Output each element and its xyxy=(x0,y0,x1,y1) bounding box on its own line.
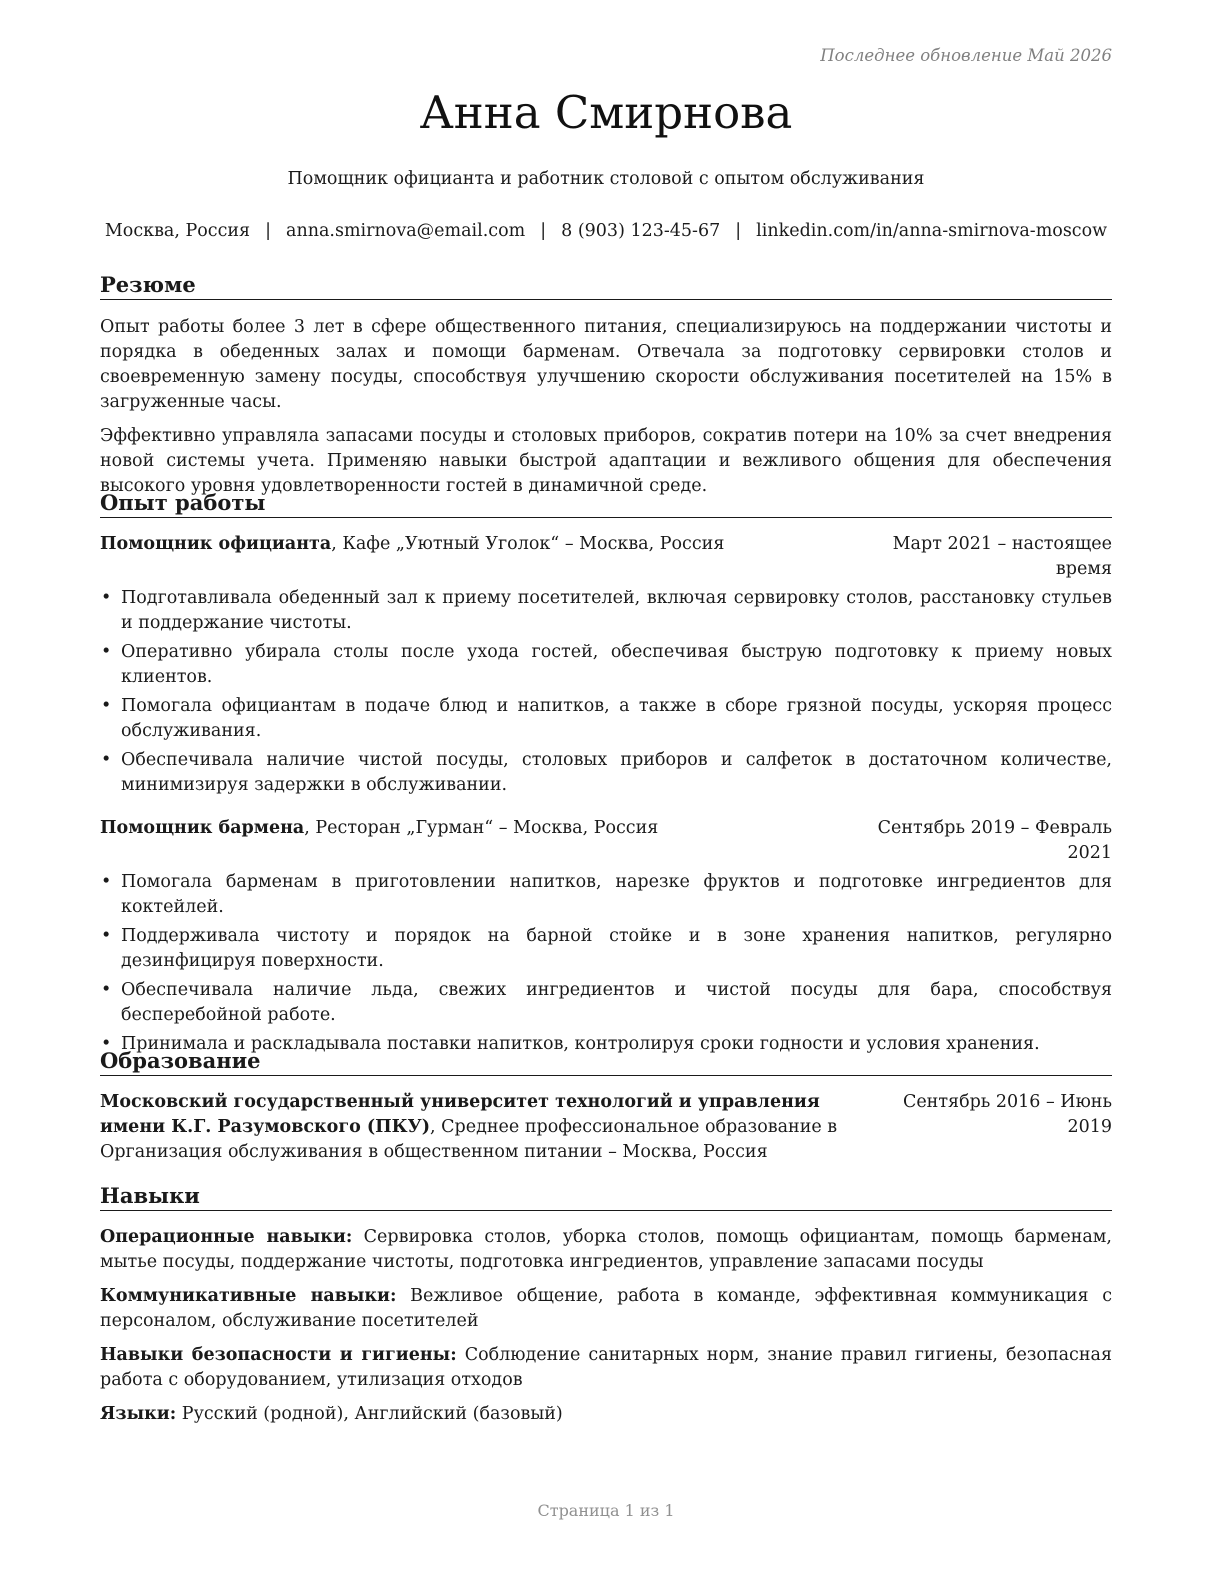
job-role: Помощник официанта xyxy=(100,534,332,554)
page-number: Страница 1 из 1 xyxy=(537,1501,675,1520)
skill-text: Сервировка столов, уборка столов, помощь официантам, помощь барменам, мытье посуды, поддержание чистоты, подготовка ингредиентов, управление запасами посуды xyxy=(100,1227,1112,1272)
job-header xyxy=(100,816,1112,866)
phone: 8 (903) 123-45-67 xyxy=(561,221,721,241)
section-title: Резюме xyxy=(100,272,1112,300)
education-dates: Сентябрь 2016 – Июнь 2019 xyxy=(902,1092,1112,1137)
education-details: , Среднее профессиональное образование в Организация обслуживания в общественном питании – Москва, Россия xyxy=(100,1117,838,1162)
skill-text: Соблюдение санитарных норм, знание правил гигиены, безопасная работа с оборудованием, утилизация отходов xyxy=(100,1345,1112,1390)
list-item: • Оперативно убирала столы после ухода гостей, обеспечивая быструю подготовку к приему новых клиентов. xyxy=(100,640,1112,690)
skill-line xyxy=(100,1284,1112,1334)
job-dates: Сентябрь 2019 – Февраль 2021 xyxy=(877,818,1112,863)
summary-paragraph: Эффективно управляла запасами посуды и столовых приборов, сократив потери на 10% за счет внедрения новой системы учета. Применяю навыки быстрой адаптации и вежливого общения для обеспечения высокого уровня удовлетворенности гостей в динамичной среде. xyxy=(100,426,1112,496)
list-item: • Обеспечивала наличие чистой посуды, столовых приборов и салфеток в достаточном количестве, минимизируя задержки в обслуживании. xyxy=(100,748,1112,798)
email-link[interactable]: anna.smirnova@email.com xyxy=(286,221,526,241)
summary-paragraph: Опыт работы более 3 лет в сфере общественного питания, специализируюсь на поддержании чистоты и порядка в обеденных залах и помощи барменам. Отвечала за подготовку сервировки столов и своевременную замену посуды, способствуя улучшению скорости обслуживания посетителей на 15% в загруженные часы. xyxy=(100,317,1112,412)
skill-text: Русский (родной), Английский (базовый) xyxy=(176,1404,563,1424)
list-item: • Помогала барменам в приготовлении напитков, нарезке фруктов и подготовке ингредиентов для коктейлей. xyxy=(100,870,1112,920)
experience-section xyxy=(100,490,1112,1057)
separator: | xyxy=(265,221,272,241)
headline: Помощник официанта и работник столовой с опытом обслуживания xyxy=(287,169,925,189)
job-entry xyxy=(100,816,1112,1057)
job-role: Помощник бармена xyxy=(100,818,305,838)
skill-line xyxy=(100,1402,1112,1427)
education-section xyxy=(100,1048,1112,1165)
skill-label: Языки: xyxy=(100,1404,177,1424)
list-item: • Обеспечивала наличие льда, свежих ингредиентов и чистой посуды для бара, способствуя бесперебойной работе. xyxy=(100,978,1112,1028)
job-place: , Ресторан „Гурман“ – Москва, Россия xyxy=(304,818,659,838)
skill-text: Вежливое общение, работа в команде, эффективная коммуникация с персоналом, обслуживание посетителей xyxy=(100,1286,1112,1331)
location: Москва, Россия xyxy=(104,221,251,241)
skill-label: Коммуникативные навыки: xyxy=(100,1286,397,1306)
job-place: , Кафе „Уютный Уголок“ – Москва, Россия xyxy=(331,534,725,554)
section-title: Навыки xyxy=(100,1183,1112,1211)
list-item: • Принимала и раскладывала поставки напитков, контролируя сроки годности и условия хранения. xyxy=(100,1032,1112,1057)
job-entry xyxy=(100,532,1112,798)
skill-label: Навыки безопасности и гигиены: xyxy=(100,1345,457,1365)
separator: | xyxy=(540,221,547,241)
job-bullets xyxy=(100,586,1112,798)
summary-section xyxy=(100,272,1112,499)
resume-page xyxy=(100,0,1112,1584)
last-updated: Последнее обновление Май 2026 xyxy=(820,46,1112,65)
section-title: Опыт работы xyxy=(100,490,1112,518)
candidate-name: Анна Смирнова xyxy=(419,86,793,139)
job-dates: Март 2021 – настоящее время xyxy=(892,534,1112,579)
skill-line xyxy=(100,1343,1112,1393)
institution: Московский государственный университет технологий и управления имени К.Г. Разумовского (ПКУ) xyxy=(100,1092,820,1137)
skill-line xyxy=(100,1225,1112,1275)
linkedin-link[interactable]: linkedin.com/in/anna-smirnova-moscow xyxy=(756,221,1108,241)
skills-section xyxy=(100,1183,1112,1427)
list-item: • Подготавливала обеденный зал к приему посетителей, включая сервировку столов, расстановку стульев и поддержание чистоты. xyxy=(100,586,1112,636)
education-entry xyxy=(100,1090,1112,1165)
job-header xyxy=(100,532,1112,582)
separator: | xyxy=(735,221,742,241)
list-item: • Поддерживала чистоту и порядок на барной стойке и в зоне хранения напитков, регулярно дезинфицируя поверхности. xyxy=(100,924,1112,974)
skill-label: Операционные навыки: xyxy=(100,1227,353,1247)
section-title: Образование xyxy=(100,1048,1112,1076)
job-bullets xyxy=(100,870,1112,1057)
list-item: • Помогала официантам в подаче блюд и напитков, а также в сборе грязной посуды, ускоряя процесс обслуживания. xyxy=(100,694,1112,744)
contact-line xyxy=(100,221,1112,241)
